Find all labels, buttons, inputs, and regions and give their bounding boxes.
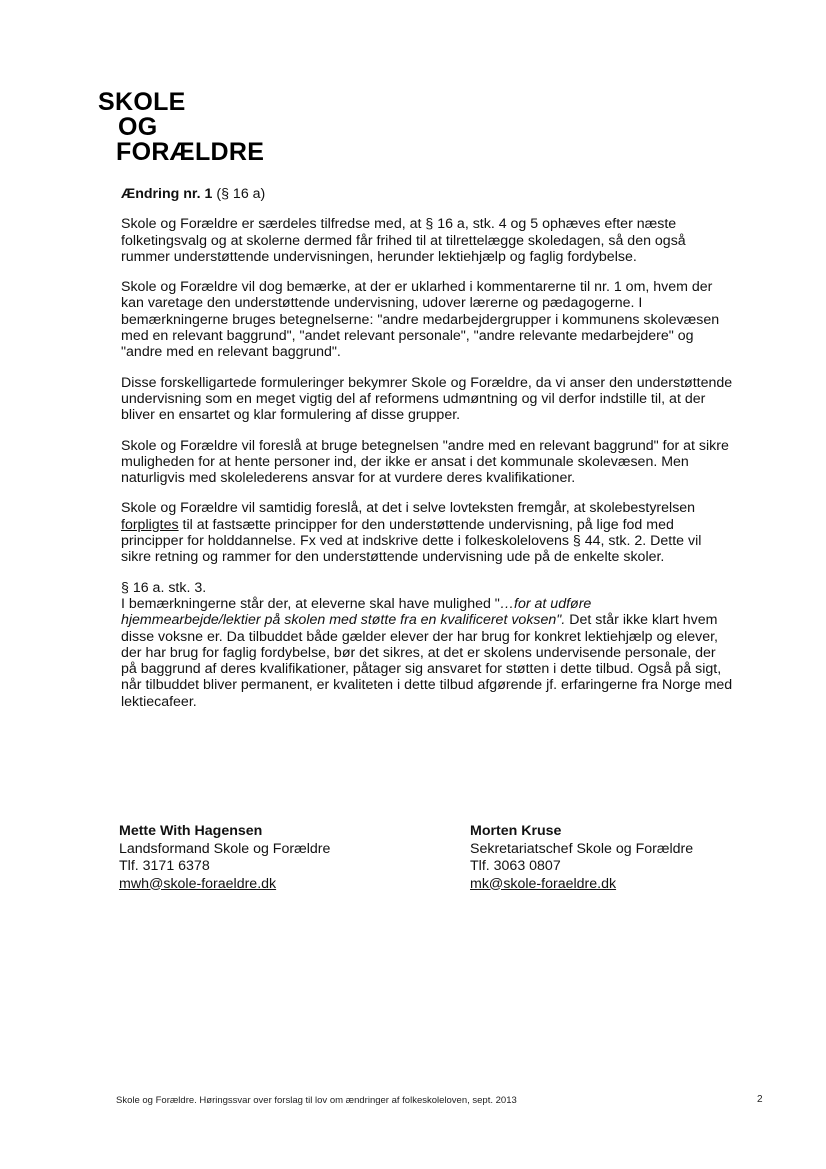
paragraph-5-start: Skole og Forældre vil samtidig foreslå, at det i selve lovteksten fremgår, at skolebestyrelsen bbox=[121, 500, 696, 517]
paragraph-6-end: Det står ikke klart hvem disse voksne er. Da tilbuddet både gælder elever der har brug for konkret lektiehjælp og elever, der har brug for faglig fordybelse, bør det sikres, at det er skolens undervisende personale, der på baggrund af deres kvalifikationer, påtager sig ansvaret for støtten i dette tilbud. Også på sigt, når tilbuddet bliver permanent, er kvaliteten i dette tilbud afgørende jf. erfaringerne fra Norge med lektiecafeer. bbox=[121, 612, 733, 710]
paragraph-3: Disse forskelligartede formuleringer bekymrer Skole og Forældre, da vi anser den understøttende undervisning som en meget vigtig del af reformens udmøntning og vil derfor indstille til, at der bliver en ensartet og klar formulering af disse grupper. bbox=[121, 374, 733, 424]
paragraph-5 bbox=[121, 500, 733, 565]
signer-phone: Tlf. 3171 6378 bbox=[119, 858, 210, 874]
signer-name: Morten Kruse bbox=[470, 823, 562, 839]
signer-phone: Tlf. 3063 0807 bbox=[470, 858, 561, 874]
paragraph-6-start: I bemærkningerne står der, at eleverne skal have mulighed " bbox=[121, 595, 500, 612]
paragraph-2: Skole og Forældre vil dog bemærke, at der er uklarhed i kommentarerne til nr. 1 om, hvem der kan varetage den understøttende undervisning, udover lærerne og pædagogerne. I bemærkningerne bruges betegnelserne: "andre medarbejdergrupper i kommunens skolevæsen med en relevant baggrund", "andet relevant personale", "andre relevante medarbejdere" og "andre med en relevant baggrund". bbox=[121, 279, 720, 361]
signer-name: Mette With Hagensen bbox=[119, 823, 263, 839]
logo-line-1: SKOLE bbox=[98, 88, 186, 116]
signer-email-link[interactable]: mk@skole-foraeldre.dk bbox=[470, 875, 617, 892]
paragraph-5-end: til at fastsætte principper for den understøttende undervisning, på lige fod med principper for holddannelse. Fx ved at indskrive dette i folkeskolelovens § 44, stk. 2. Dette vil sikre retning og rammer for den understøttende undervisning ude på de enkelte skoler. bbox=[121, 516, 702, 566]
heading-rest: (§ 16 a) bbox=[212, 186, 266, 202]
signature-right bbox=[470, 823, 693, 893]
paragraph-1: Skole og Forældre er særdeles tilfredse med, at § 16 a, stk. 4 og 5 ophæves efter næste folketingsvalg og at skolerne dermed får frihed til at tilrettelægge skoledagen, så den også rummer understøttende undervisningen, herunder lektiehjælp og faglig fordybelse. bbox=[121, 216, 686, 265]
paragraph-6-title: § 16 a. stk. 3. bbox=[121, 579, 207, 596]
page-number: 2 bbox=[757, 1094, 763, 1105]
paragraph-6 bbox=[121, 580, 733, 710]
quoted-text: …for at udføre hjemmearbejde/lektier på skolen med støtte fra en kvalificeret voksen". bbox=[121, 595, 592, 629]
signer-title: Sekretariatschef Skole og Forældre bbox=[470, 840, 694, 857]
organization-logo bbox=[98, 90, 264, 165]
logo-line-2: OG bbox=[118, 113, 158, 141]
paragraph-4: Skole og Forældre vil foreslå at bruge betegnelsen "andre med en relevant baggrund" for at sikre muligheden for at hente personer ind, der ikke er ansat i det kommunale skolevæsen. Men naturligvis med skolelederens ansvar for at vurdere deres kvalifikationer. bbox=[121, 437, 729, 487]
document-body bbox=[121, 186, 733, 724]
underlined-word: forpligtes bbox=[121, 516, 179, 533]
section-heading bbox=[121, 186, 733, 202]
page-footer: Skole og Forældre. Høringssvar over forslag til lov om ændringer af folkeskoleloven, sept. 2013 bbox=[116, 1095, 517, 1106]
signer-title: Landsformand Skole og Forældre bbox=[119, 840, 331, 857]
signature-left bbox=[119, 823, 330, 893]
heading-bold: Ændring nr. 1 bbox=[121, 186, 213, 202]
signer-email-link[interactable]: mwh@skole-foraeldre.dk bbox=[119, 875, 277, 892]
logo-line-3: FORÆLDRE bbox=[116, 138, 265, 166]
